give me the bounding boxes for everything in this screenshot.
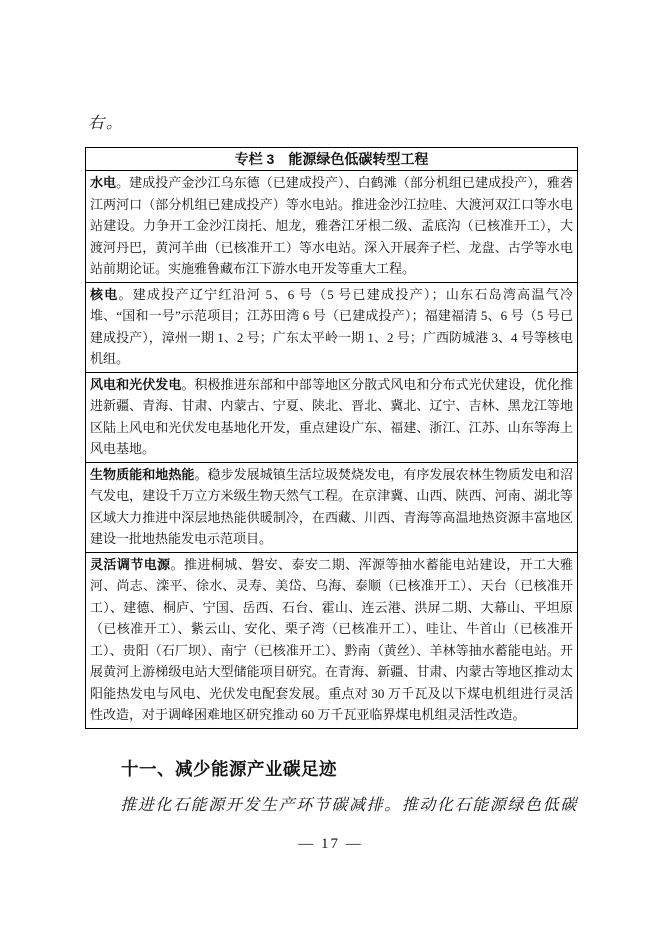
box-row-biomass-geothermal [86, 463, 577, 553]
row-label-flexible-power: 灵活调节电源 [90, 556, 171, 572]
row-text-biomass-geothermal: 。稳步发展城镇生活垃圾焚烧发电，有序发展农林生物质发电和沼气发电，建设千万立方米级生物天然气工程。在京津冀、山西、陕西、河南、湖北等区域大力推进中深层地热能供暖制冷，在西藏、川西、青海等高温地热资源丰富地区建设一批地热能发电示范项目。 [90, 466, 573, 546]
row-label-nuclear: 核电 [90, 286, 119, 302]
row-text-wind-solar: 。积极推进东部和中部等地区分散式风电和分布式光伏建设，优化推进新疆、青海、甘肃、内蒙古、宁夏、陕北、晋北、冀北、辽宁、吉林、黑龙江等地区陆上风电和光伏发电基地化开发，重点建设广东、福建、浙江、江苏、山东等海上风电基地。 [90, 376, 573, 456]
page-top-text: 右。 [88, 115, 125, 132]
section-heading: 十一、减少能源产业碳足迹 [121, 759, 337, 779]
row-label-hydropower: 水电 [90, 175, 117, 190]
row-label-biomass-geothermal: 生物质能和地热能 [90, 466, 195, 482]
box-row-flexible-power [86, 553, 577, 728]
row-label-wind-solar: 风电和光伏发电 [90, 376, 182, 392]
page-number: — 17 — [298, 836, 363, 852]
row-text-nuclear: 。建成投产辽宁红沿河 5、6 号（5 号已建成投产）；山东石岛湾高温气冷堆、“国和一号”示范项目；江苏田湾 6 号（已建成投产）；福建福清 5、6 号（5 号已建成投产），漳州一期 1、2 号；广东太平岭一期 1、2 号；广西防城港 3、4 号等核电机组。 [90, 286, 573, 366]
box-row-nuclear [86, 283, 577, 373]
box-row-hydropower [86, 171, 577, 283]
column-box-energy-projects [85, 147, 578, 729]
row-text-hydropower: 。建成投产金沙江乌东德（已建成投产）、白鹤滩（部分机组已建成投产），雅砻江两河口（部分机组已建成投产）等水电站。推进金沙江拉哇、大渡河双江口等水电站建设。力争开工金沙江岗托、旭龙，雅砻江牙根二级、孟底沟（已核准开工），大渡河丹巴，黄河羊曲（已核准开工）等水电站。深入开展奔子栏、龙盘、古学等水电站前期论证。实施雅鲁藏布江下游水电开发等重大工程。 [90, 175, 573, 276]
body-paragraph: 推进化石能源开发生产环节碳减排。推动化石能源绿色低碳 [120, 797, 578, 814]
row-text-flexible-power: 。推进桐城、磐安、泰安二期、浑源等抽水蓄能电站建设，开工大雅河、尚志、滦平、徐水、灵寿、美岱、乌海、泰顺（已核准开工）、天台（已核准开工）、建德、桐庐、宁国、岳西、石台、霍山、连云港、洪屏二期、大幕山、平坦原（已核准开工）、紫云山、安化、栗子湾（已核准开工）、哇让、牛首山（已核准开工）、贵阳（石厂坝）、南宁（已核准开工）、黔南（黄丝）、羊林等抽水蓄能电站。开展黄河上游梯级电站大型储能项目研究。在青海、新疆、甘肃、内蒙古等地区推动太阳能热发电与风电、光伏发电配套发展。重点对 30 万千瓦及以下煤电机组进行灵活性改造，对于调峰困难地区研究推动 60 万千瓦亚临界煤电机组灵活性改造。 [90, 556, 573, 722]
box-title: 专栏 3 能源绿色低碳转型工程 [86, 148, 577, 171]
box-row-wind-solar [86, 373, 577, 463]
